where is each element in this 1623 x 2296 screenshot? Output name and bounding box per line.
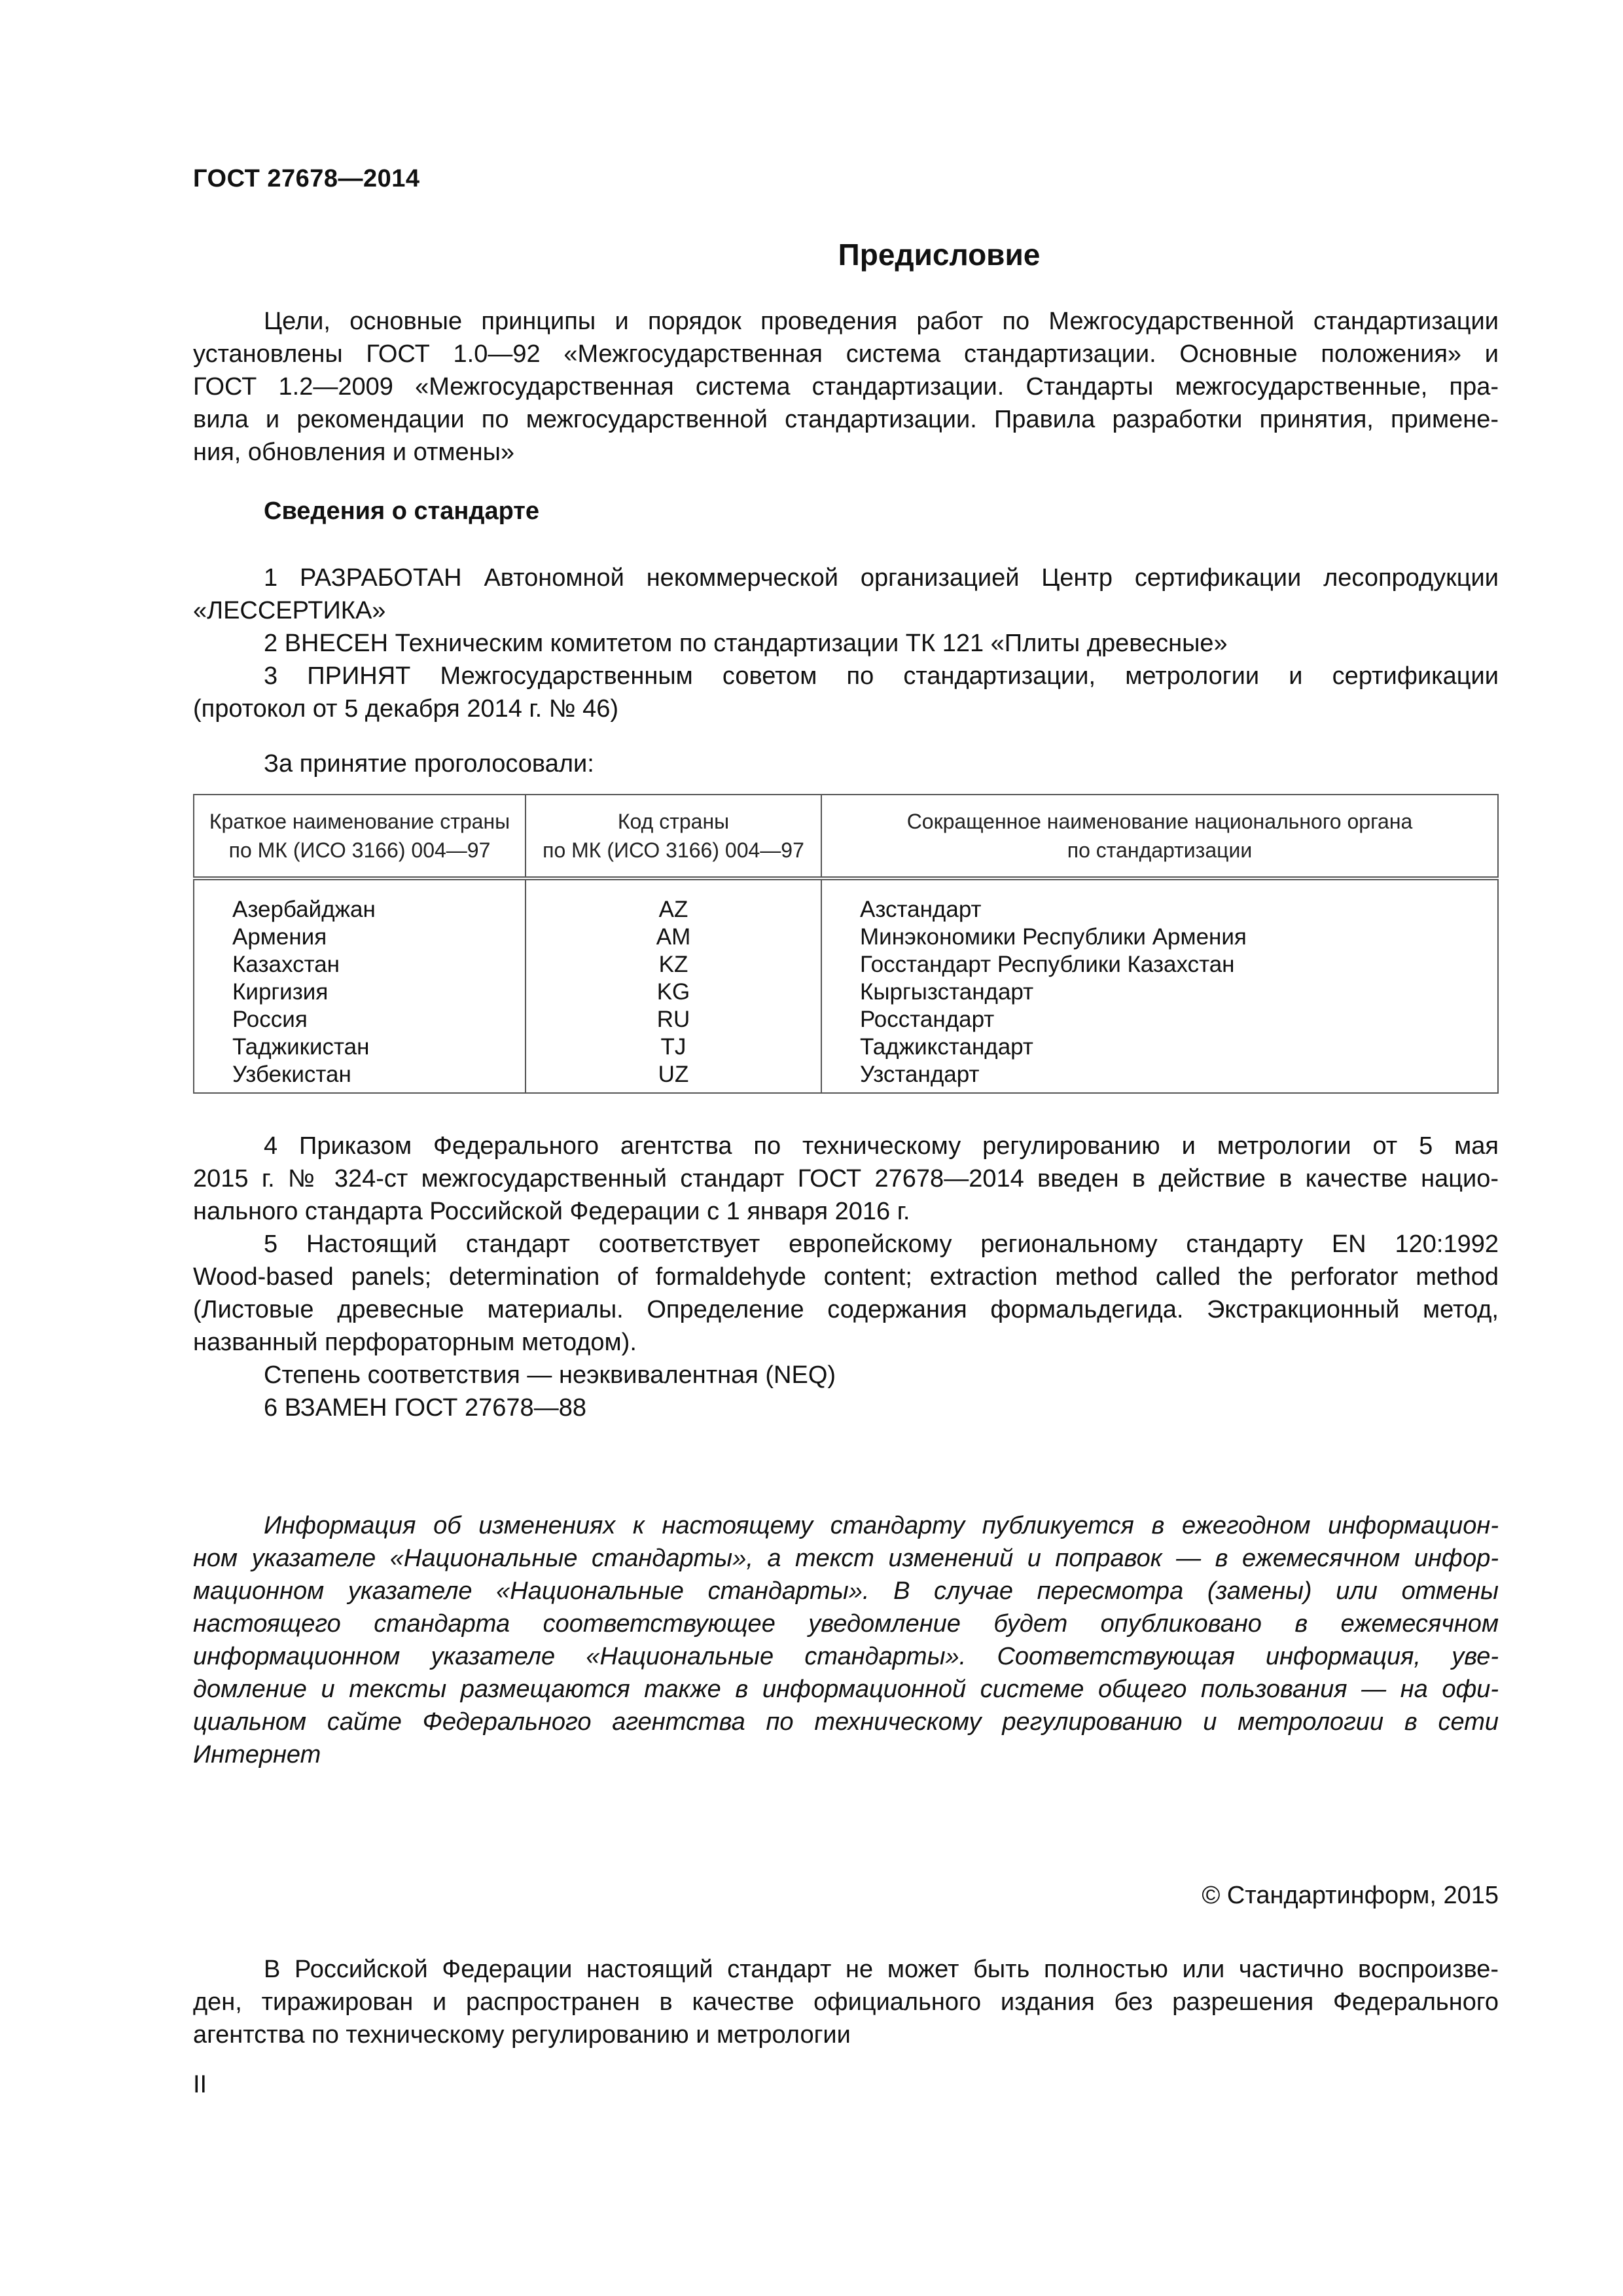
- country-code: AZ: [526, 878, 821, 924]
- standard-info-items-continued: [193, 1130, 1499, 1424]
- item-5: 5 Настоящий стандарт соответствует европейскому региональному стандарту EN 120:1992 Wood-based panels; determination of formaldehyde content; extraction method called the perforator method (Листовые древесные материалы. Определение содержания формальдегида. Экстракционный метод, названный перфораторным методом).: [193, 1230, 1499, 1356]
- conformity-degree: Степень соответствия — неэквивалентная (NEQ): [264, 1361, 836, 1389]
- table-row: [194, 978, 1498, 1006]
- vote-caption: За принятие проголосовали:: [264, 750, 594, 778]
- item-3: 3 ПРИНЯТ Межгосударственным советом по стандартизации, метрологии и сертификации (протокол от 5 декабря 2014 г. № 46): [193, 662, 1499, 723]
- copyright-notice: © Стандартинформ, 2015: [1202, 1882, 1499, 1909]
- intro-paragraph: [193, 305, 1499, 469]
- item-6: 6 ВЗАМЕН ГОСТ 27678—88: [264, 1394, 586, 1422]
- changes-information: Информация об изменениях к настоящему стандарту публикуется в ежегодном информацион- ном указателе «Национальные стандарты», а текст изменений и поправок — в ежемесячном инфор- мационном указателе «Национальные стандарты». В случае пересмотра (замены) или отмены настоящего стандарта соответствующее уведомление будет опубликовано в ежемесячном информационном указателе «Национальные стандарты». Соответствующая информация, уве- домление и тексты размещаются также в информационной системе общего пользования — на офи- циальном сайте Федерального агентства по техническому регулированию и метрологии в сети Интернет: [193, 1512, 1499, 1768]
- national-body: Росстандарт: [821, 1006, 1498, 1033]
- country-code: TJ: [526, 1033, 821, 1061]
- intro-line: Цели, основные принципы и порядок проведения работ по Межгосударственной стандартизации: [264, 308, 1499, 335]
- table-row: [194, 924, 1498, 951]
- table-row: [194, 878, 1498, 924]
- country-name: Россия: [194, 1006, 526, 1033]
- table-header-row: [194, 795, 1498, 878]
- page-number: II: [193, 2071, 207, 2098]
- country-name: Казахстан: [194, 951, 526, 978]
- header-national-body: Сокращенное наименование национального органа по стандартизации: [821, 795, 1498, 878]
- country-name: Азербайджан: [194, 878, 526, 924]
- country-name: Армения: [194, 924, 526, 951]
- item-2: 2 ВНЕСЕН Техническим комитетом по стандартизации ТК 121 «Плиты древесные»: [264, 630, 1228, 657]
- header-country-code: Код страны по МК (ИСО 3166) 004—97: [526, 795, 821, 878]
- national-body: Таджикстандарт: [821, 1033, 1498, 1061]
- country-code: AM: [526, 924, 821, 951]
- item-1: 1 РАЗРАБОТАН Автономной некоммерческой организацией Центр сертификации лесопродукции «ЛЕССЕРТИКА»: [193, 564, 1499, 624]
- national-body: Кыргызстандарт: [821, 978, 1498, 1006]
- table-row: [194, 1061, 1498, 1093]
- table-row: [194, 1006, 1498, 1033]
- intro-line: установлены ГОСТ 1.0—92 «Межгосударственная система стандартизации. Основные положения» и: [193, 340, 1499, 368]
- voting-table: [193, 794, 1499, 1094]
- country-code: KG: [526, 978, 821, 1006]
- standard-info-heading: Сведения о стандарте: [264, 497, 540, 525]
- country-name: Киргизия: [194, 978, 526, 1006]
- country-name: Узбекистан: [194, 1061, 526, 1093]
- reproduction-notice: В Российской Федерации настоящий стандарт не может быть полностью или частично воспроизве- ден, тиражирован и распространен в качестве официального издания без разрешения Федерального агентства по техническому регулированию и метрологии: [193, 1956, 1499, 2049]
- country-name: Таджикистан: [194, 1033, 526, 1061]
- item-4: 4 Приказом Федерального агентства по техническому регулированию и метрологии от 5 мая 2015 г. № 324-ст межгосударственный стандарт ГОСТ 27678—2014 введен в действие в качестве нацио- нального стандарта Российской Федерации с 1 января 2016 г.: [193, 1132, 1499, 1225]
- country-code: KZ: [526, 951, 821, 978]
- table-row: [194, 951, 1498, 978]
- document-id: ГОСТ 27678—2014: [193, 165, 420, 192]
- header-country-name: Краткое наименование страны по МК (ИСО 3166) 004—97: [194, 795, 526, 878]
- country-code: RU: [526, 1006, 821, 1033]
- national-body: Минэкономики Республики Армения: [821, 924, 1498, 951]
- national-body: Азстандарт: [821, 878, 1498, 924]
- national-body: Госстандарт Республики Казахстан: [821, 951, 1498, 978]
- intro-line: ния, обновления и отмены»: [193, 439, 515, 466]
- intro-line: ГОСТ 1.2—2009 «Межгосударственная система стандартизации. Стандарты межгосударственные, пра-: [193, 373, 1499, 401]
- table-row: [194, 1033, 1498, 1061]
- country-code: UZ: [526, 1061, 821, 1093]
- page-title: [0, 237, 1623, 272]
- page-title-text: Предисловие: [838, 238, 1041, 272]
- intro-line: вила и рекомендации по межгосударственной стандартизации. Правила разработки принятия, примене-: [193, 406, 1499, 433]
- national-body: Узстандарт: [821, 1061, 1498, 1093]
- standard-info-items: [193, 562, 1499, 725]
